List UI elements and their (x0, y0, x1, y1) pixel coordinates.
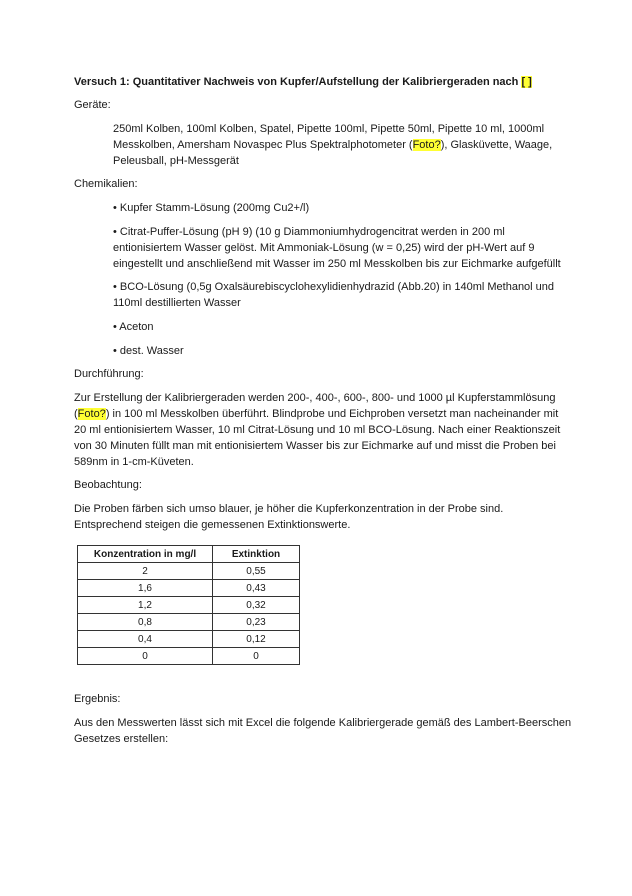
table-row (78, 614, 300, 631)
chemikalien-heading: Chemikalien: (74, 178, 138, 190)
beobachtung-line-1: Die Proben färben sich umso blauer, je höher die Kupferkonzentration in der Probe sind. (74, 503, 504, 515)
ergebnis-heading: Ergebnis: (74, 693, 121, 705)
table-cell-extinction: 0,55 (213, 563, 300, 580)
title-text: Versuch 1: Quantitativer Nachweis von Kupfer/Aufstellung der Kalibriergeraden nach (74, 76, 519, 88)
chemikalien-item-3-line-1: • BCO-Lösung (0,5g Oxalsäurebiscyclohexylidienhydrazid (Abb.20) in 140ml Methanol und (113, 281, 555, 293)
table-cell-concentration: 0,8 (78, 614, 213, 631)
table-header-extinction: Extinktion (213, 546, 300, 563)
durchfuehrung-line-5: 589nm in 1-cm-Küveten. (74, 456, 194, 468)
calibration-table (77, 545, 300, 665)
geraete-line-3: Peleusball, pH-Messgerät (113, 155, 239, 167)
chemikalien-item-2-line-1: • Citrat-Puffer-Lösung (pH 9) (10 g Diammoniumhydrogencitrat werden in 200 ml (113, 226, 505, 238)
table-cell-concentration: 1,6 (78, 580, 213, 597)
geraete-line-2b: ), Glasküvette, Waage, (440, 139, 553, 151)
table-cell-extinction: 0,43 (213, 580, 300, 597)
durchfuehrung-heading: Durchführung: (74, 368, 144, 380)
beobachtung-heading: Beobachtung: (74, 479, 142, 491)
durchfuehrung-line-2 (74, 406, 558, 422)
table-row (78, 648, 300, 665)
chemikalien-item-1: • Kupfer Stamm-Lösung (200mg Cu2+/l) (113, 202, 310, 214)
beobachtung-line-2: Entsprechend steigen die gemessenen Extinktionswerte. (74, 519, 351, 531)
document-title (74, 74, 532, 90)
ergebnis-line-2: Gesetzes erstellen: (74, 733, 169, 745)
durchfuehrung-line-1: Zur Erstellung der Kalibriergeraden werden 200-, 400-, 600-, 800- und 1000 µl Kupferstammlösung (74, 392, 556, 404)
table-row (78, 563, 300, 580)
chemikalien-item-3-line-2: 110ml destillierten Wasser (113, 297, 241, 309)
durchfuehrung-line-2b: ) in 100 ml Messkolben überführt. Blindprobe und Eichproben versetzt man nacheinander mit (105, 408, 559, 420)
geraete-line-1: 250ml Kolben, 100ml Kolben, Spatel, Pipette 100ml, Pipette 50ml, Pipette 10 ml, 1000ml (113, 123, 545, 135)
chemikalien-item-4: • Aceton (113, 321, 154, 333)
table-cell-concentration: 0 (78, 648, 213, 665)
table-row (78, 631, 300, 648)
table-cell-extinction: 0 (213, 648, 300, 665)
table-header-row (78, 546, 300, 563)
table-cell-extinction: 0,12 (213, 631, 300, 648)
durchfuehrung-line-4: von 30 Minuten füllt man mit entionisiertem Wasser bis zur Eichmarke auf und misst die Proben bei (74, 440, 556, 452)
table-header-concentration: Konzentration in mg/l (78, 546, 213, 563)
table-cell-extinction: 0,23 (213, 614, 300, 631)
ergebnis-line-1: Aus den Messwerten lässt sich mit Excel die folgende Kalibriergerade gemäß des Lambert-Beerschen (74, 717, 572, 729)
durchfuehrung-line-3: 20 ml entionisiertem Wasser, 10 ml Citrat-Lösung und 10 ml BCO-Lösung. Nach einer Reaktionszeit (74, 424, 561, 436)
table-row (78, 580, 300, 597)
foto-highlight: Foto? (412, 139, 441, 151)
chemikalien-item-5: • dest. Wasser (113, 345, 184, 357)
table-cell-concentration: 2 (78, 563, 213, 580)
table-cell-concentration: 1,2 (78, 597, 213, 614)
geraete-line-2 (113, 137, 552, 153)
durchfuehrung-line-2a: ( (74, 408, 78, 420)
table-cell-extinction: 0,32 (213, 597, 300, 614)
chemikalien-item-2-line-2: entionisiertem Wasser gelöst. Mit Ammoniak-Lösung (w = 0,25) wird der pH-Wert auf 9 (113, 242, 535, 254)
table-row (78, 597, 300, 614)
table-cell-concentration: 0,4 (78, 631, 213, 648)
title-reference: [ ] (521, 76, 532, 88)
geraete-heading: Geräte: (74, 99, 111, 111)
chemikalien-item-2-line-3: eingestellt und anschließend mit Wasser im 250 ml Messkolben bis zur Eichmarke aufgefüllt (113, 258, 561, 270)
geraete-line-2a: Messkolben, Amersham Novaspec Plus Spektralphotometer ( (113, 139, 413, 151)
foto-highlight-2: Foto? (77, 408, 106, 420)
